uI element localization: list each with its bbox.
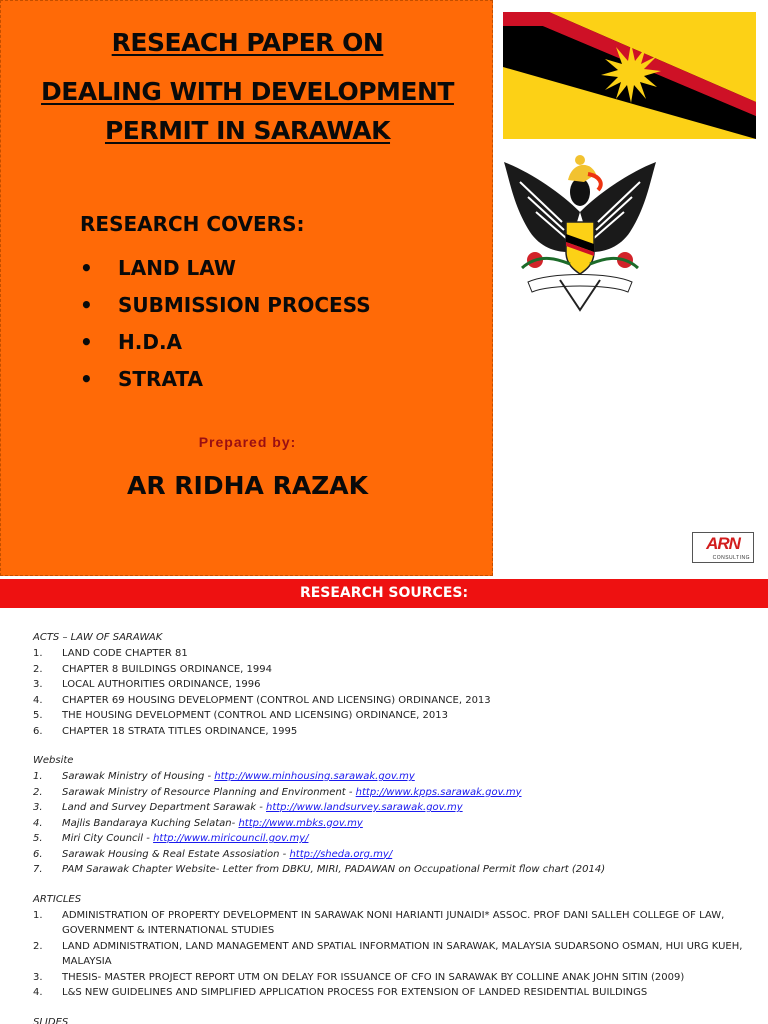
- item-text: Sarawak Ministry of Housing -: [62, 771, 215, 782]
- covers-item-label: H.D.A: [118, 329, 183, 354]
- list-item: [33, 785, 743, 801]
- item-text: Land and Survey Department Sarawak -: [62, 802, 266, 813]
- logo-subtext: CONSULTING: [712, 555, 750, 561]
- item-number: 4.: [33, 694, 43, 706]
- item-text: CHAPTER 18 STRATA TITLES ORDINANCE, 1995: [62, 725, 298, 737]
- item-number: 5.: [33, 710, 43, 721]
- sarawak-coat-of-arms-image: [500, 152, 660, 314]
- website-link[interactable]: http://www.kpps.sarawak.gov.my: [355, 786, 522, 798]
- covers-item: [80, 249, 371, 286]
- covers-item-label: STRATA: [118, 366, 203, 391]
- item-number: 2.: [33, 663, 43, 675]
- covers-item: [80, 286, 371, 323]
- item-text: Majlis Bandaraya Kuching Selatan-: [62, 817, 239, 829]
- item-text: LAND ADMINISTRATION, LAND MANAGEMENT AND SPATIAL INFORMATION IN SARAWAK, MALAYSIA SUDARSONO OSMAN, HUI URG KUEH, MALAYSIA: [62, 940, 743, 967]
- title-line-1: RESEACH PAPER ON: [111, 28, 384, 57]
- item-text: PAM Sarawak Chapter Website- Letter from DBKU, MIRI, PADAWAN on Occupational Permit flow chart (2014): [62, 864, 606, 875]
- item-text: Sarawak Housing & Real Estate Assosiation -: [62, 848, 290, 860]
- item-text: L&S NEW GUIDELINES AND SIMPLIFIED APPLICATION PROCESS FOR EXTENSION OF LANDED RESIDENTIAL BUILDINGS: [62, 987, 648, 998]
- articles-list: [33, 908, 743, 1001]
- item-number: 7.: [33, 864, 43, 875]
- item-number: 1.: [33, 909, 43, 921]
- bullet-icon: •: [80, 329, 93, 354]
- item-number: 4.: [33, 987, 43, 998]
- list-item: [33, 646, 743, 662]
- item-text: THESIS- MASTER PROJECT REPORT UTM ON DELAY FOR ISSUANCE OF CFO IN SARAWAK BY COLLINE ANAK JOHN SITIN (2009): [62, 971, 685, 983]
- list-item: [33, 800, 743, 816]
- list-item: [33, 847, 743, 863]
- item-number: 2.: [33, 786, 43, 798]
- list-item: [33, 662, 743, 678]
- item-text: Sarawak Ministry of Resource Planning and Environment -: [62, 786, 356, 798]
- item-text: CHAPTER 69 HOUSING DEVELOPMENT (CONTROL AND LICENSING) ORDINANCE, 2013: [62, 694, 491, 706]
- research-sources-banner: RESEARCH SOURCES:: [0, 579, 768, 608]
- list-item: [33, 708, 743, 724]
- articles-heading: ARTICLES: [33, 893, 82, 905]
- item-number: 3.: [33, 679, 43, 690]
- item-number: 3.: [33, 971, 43, 983]
- item-number: 1.: [33, 648, 43, 659]
- item-text: CHAPTER 8 BUILDINGS ORDINANCE, 1994: [62, 663, 272, 675]
- website-link[interactable]: http://www.landsurvey.sarawak.gov.my: [266, 802, 463, 813]
- covers-item: [80, 323, 371, 360]
- item-number: 2.: [33, 940, 43, 952]
- website-heading: Website: [33, 755, 74, 766]
- bullet-icon: •: [80, 366, 93, 391]
- author-name: AR RIDHA RAZAK: [126, 471, 369, 500]
- title-line-3: PERMIT IN SARAWAK: [104, 116, 391, 145]
- research-covers-list: [80, 249, 371, 397]
- item-text: ADMINISTRATION OF PROPERTY DEVELOPMENT IN SARAWAK NONI HARIANTI JUNAIDI* ASSOC. PROF DANI SALLEH COLLEGE OF LAW, GOVERNMENT & INTERNATIONAL STUDIES: [62, 909, 725, 936]
- bullet-icon: •: [80, 255, 93, 280]
- arn-consulting-logo: [692, 532, 754, 563]
- item-text: Miri City Council -: [62, 833, 154, 844]
- research-covers-heading: RESEARCH COVERS:: [80, 212, 305, 236]
- sarawak-flag-image: [503, 12, 756, 139]
- list-item: [33, 677, 743, 693]
- list-item: [33, 970, 743, 986]
- item-text: THE HOUSING DEVELOPMENT (CONTROL AND LICENSING) ORDINANCE, 2013: [62, 710, 448, 721]
- prepared-by-label: Prepared by:: [198, 434, 297, 450]
- item-number: 1.: [33, 771, 43, 782]
- list-item: [33, 693, 743, 709]
- item-text: LOCAL AUTHORITIES ORDINANCE, 1996: [62, 679, 261, 690]
- website-link[interactable]: http://www.mbks.gov.my: [238, 817, 363, 829]
- list-item: [33, 831, 743, 847]
- list-item: [33, 724, 743, 740]
- list-item: [33, 862, 743, 878]
- acts-heading: ACTS – LAW OF SARAWAK: [33, 632, 163, 643]
- title-panel: [0, 0, 493, 576]
- item-number: 5.: [33, 833, 43, 844]
- references-section: [33, 630, 743, 1024]
- list-item: [33, 769, 743, 785]
- acts-list: [33, 646, 743, 739]
- item-number: 6.: [33, 725, 43, 737]
- website-list: [33, 769, 743, 878]
- slides-heading: SLIDES: [33, 1016, 69, 1024]
- logo-text: ARN: [706, 534, 740, 553]
- covers-item-label: SUBMISSION PROCESS: [118, 292, 371, 317]
- website-link[interactable]: http://sheda.org.my/: [289, 848, 393, 860]
- list-item: [33, 985, 743, 1001]
- bullet-icon: •: [80, 292, 93, 317]
- item-number: 4.: [33, 817, 43, 829]
- list-item: [33, 908, 743, 939]
- title-line-2: DEALING WITH DEVELOPMENT: [41, 77, 454, 106]
- list-item: [33, 816, 743, 832]
- covers-item-label: LAND LAW: [118, 255, 236, 280]
- website-link[interactable]: http://www.miricouncil.gov.my/: [153, 833, 309, 844]
- website-link[interactable]: http://www.minhousing.sarawak.gov.my: [214, 771, 415, 782]
- covers-item: [80, 360, 371, 397]
- item-text: LAND CODE CHAPTER 81: [62, 648, 188, 659]
- item-number: 3.: [33, 802, 43, 813]
- item-number: 6.: [33, 848, 43, 860]
- list-item: [33, 939, 743, 970]
